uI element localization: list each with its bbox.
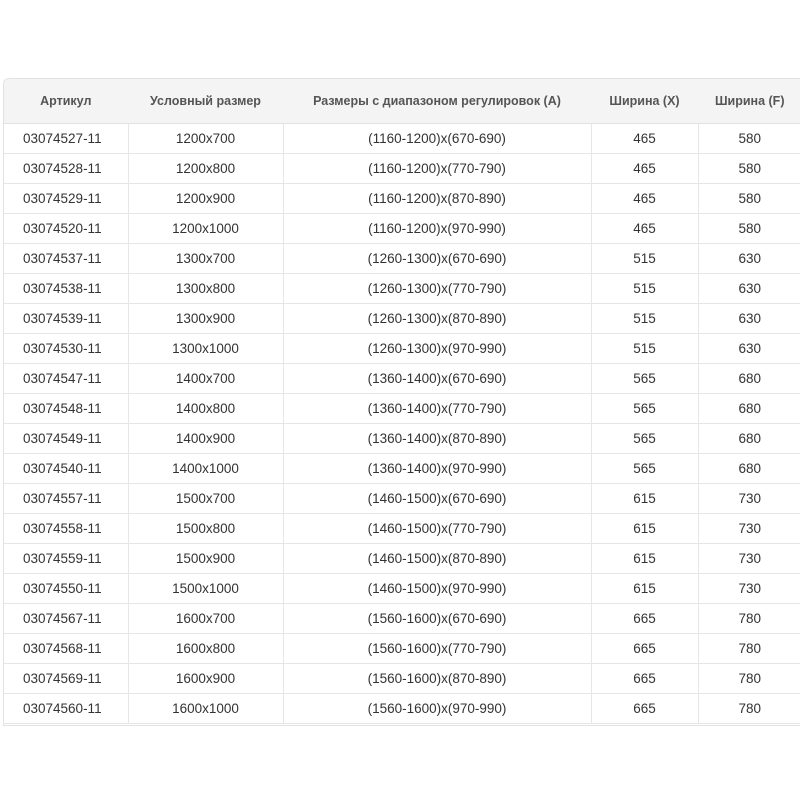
- cell-nominal-size: 1300x1000: [128, 334, 283, 364]
- cell-article: 03074567-11: [4, 604, 128, 634]
- cell-width-x: 465: [591, 154, 698, 184]
- cell-article: 03074548-11: [4, 394, 128, 424]
- cell-nominal-size: 1500x1000: [128, 574, 283, 604]
- table-row: [4, 124, 800, 154]
- header-article: Артикул: [4, 79, 128, 124]
- cell-article: 03074529-11: [4, 184, 128, 214]
- cell-nominal-size: 1500x800: [128, 514, 283, 544]
- cell-adjustment-range: (1560-1600)x(870-890): [283, 664, 591, 694]
- cell-adjustment-range: (1460-1500)x(870-890): [283, 544, 591, 574]
- cell-adjustment-range: (1560-1600)x(970-990): [283, 694, 591, 724]
- cell-article: 03074557-11: [4, 484, 128, 514]
- header-width-f: Ширина (F): [698, 79, 800, 124]
- cell-width-x: 565: [591, 424, 698, 454]
- table-row: [4, 634, 800, 664]
- table-row: [4, 184, 800, 214]
- cell-article: 03074528-11: [4, 154, 128, 184]
- table-row: [4, 244, 800, 274]
- cell-width-x: 615: [591, 484, 698, 514]
- table-row: [4, 364, 800, 394]
- sizes-table: [4, 79, 800, 724]
- cell-article: 03074568-11: [4, 634, 128, 664]
- table-row: [4, 334, 800, 364]
- cell-article: 03074540-11: [4, 454, 128, 484]
- table-row: [4, 394, 800, 424]
- cell-width-f: 730: [698, 514, 800, 544]
- cell-width-f: 580: [698, 154, 800, 184]
- cell-width-x: 615: [591, 574, 698, 604]
- cell-article: 03074559-11: [4, 544, 128, 574]
- cell-width-f: 630: [698, 244, 800, 274]
- cell-nominal-size: 1500x900: [128, 544, 283, 574]
- cell-adjustment-range: (1160-1200)x(670-690): [283, 124, 591, 154]
- cell-width-x: 665: [591, 694, 698, 724]
- cell-nominal-size: 1400x1000: [128, 454, 283, 484]
- cell-adjustment-range: (1460-1500)x(970-990): [283, 574, 591, 604]
- table-header-row: [4, 79, 800, 124]
- cell-width-f: 680: [698, 394, 800, 424]
- cell-width-x: 665: [591, 634, 698, 664]
- cell-width-f: 580: [698, 124, 800, 154]
- table-row: [4, 214, 800, 244]
- cell-width-f: 580: [698, 184, 800, 214]
- cell-width-f: 680: [698, 424, 800, 454]
- cell-width-x: 515: [591, 274, 698, 304]
- cell-article: 03074550-11: [4, 574, 128, 604]
- cell-nominal-size: 1600x700: [128, 604, 283, 634]
- cell-width-f: 730: [698, 484, 800, 514]
- cell-width-x: 465: [591, 184, 698, 214]
- cell-width-x: 465: [591, 124, 698, 154]
- table-row: [4, 514, 800, 544]
- cell-nominal-size: 1200x1000: [128, 214, 283, 244]
- cell-width-x: 465: [591, 214, 698, 244]
- table-row: [4, 664, 800, 694]
- cell-nominal-size: 1200x800: [128, 154, 283, 184]
- header-adjustment-range: Размеры с диапазоном регулировок (А): [283, 79, 591, 124]
- cell-width-x: 565: [591, 454, 698, 484]
- table-row: [4, 154, 800, 184]
- table-row: [4, 604, 800, 634]
- cell-adjustment-range: (1360-1400)x(970-990): [283, 454, 591, 484]
- cell-width-f: 780: [698, 604, 800, 634]
- cell-width-f: 730: [698, 574, 800, 604]
- cell-width-x: 565: [591, 394, 698, 424]
- cell-nominal-size: 1200x700: [128, 124, 283, 154]
- cell-width-x: 665: [591, 664, 698, 694]
- table-row: [4, 454, 800, 484]
- cell-width-f: 580: [698, 214, 800, 244]
- cell-width-f: 630: [698, 334, 800, 364]
- cell-nominal-size: 1400x700: [128, 364, 283, 394]
- table-row: [4, 544, 800, 574]
- cell-article: 03074560-11: [4, 694, 128, 724]
- table-row: [4, 484, 800, 514]
- cell-width-x: 515: [591, 304, 698, 334]
- cell-width-x: 515: [591, 334, 698, 364]
- cell-width-f: 780: [698, 664, 800, 694]
- cell-width-x: 615: [591, 514, 698, 544]
- cell-article: 03074527-11: [4, 124, 128, 154]
- cell-article: 03074537-11: [4, 244, 128, 274]
- cell-nominal-size: 1600x800: [128, 634, 283, 664]
- cell-width-x: 565: [591, 364, 698, 394]
- cell-width-f: 630: [698, 304, 800, 334]
- cell-adjustment-range: (1560-1600)x(770-790): [283, 634, 591, 664]
- cell-nominal-size: 1300x900: [128, 304, 283, 334]
- header-nominal-size: Условный размер: [128, 79, 283, 124]
- cell-article: 03074520-11: [4, 214, 128, 244]
- table-row: [4, 304, 800, 334]
- header-width-x: Ширина (X): [591, 79, 698, 124]
- cell-adjustment-range: (1460-1500)x(670-690): [283, 484, 591, 514]
- cell-adjustment-range: (1160-1200)x(870-890): [283, 184, 591, 214]
- cell-width-x: 515: [591, 244, 698, 274]
- cell-adjustment-range: (1260-1300)x(770-790): [283, 274, 591, 304]
- cell-nominal-size: 1200x900: [128, 184, 283, 214]
- table-row: [4, 424, 800, 454]
- cell-adjustment-range: (1360-1400)x(870-890): [283, 424, 591, 454]
- cell-adjustment-range: (1360-1400)x(770-790): [283, 394, 591, 424]
- cell-nominal-size: 1300x700: [128, 244, 283, 274]
- cell-nominal-size: 1300x800: [128, 274, 283, 304]
- cell-width-f: 780: [698, 634, 800, 664]
- table-row: [4, 574, 800, 604]
- cell-adjustment-range: (1260-1300)x(670-690): [283, 244, 591, 274]
- cell-adjustment-range: (1360-1400)x(670-690): [283, 364, 591, 394]
- table-header: [4, 79, 800, 124]
- cell-nominal-size: 1400x900: [128, 424, 283, 454]
- cell-nominal-size: 1600x1000: [128, 694, 283, 724]
- cell-adjustment-range: (1460-1500)x(770-790): [283, 514, 591, 544]
- table-row: [4, 274, 800, 304]
- cell-article: 03074538-11: [4, 274, 128, 304]
- cell-article: 03074569-11: [4, 664, 128, 694]
- cell-width-x: 665: [591, 604, 698, 634]
- cell-adjustment-range: (1260-1300)x(870-890): [283, 304, 591, 334]
- cell-article: 03074530-11: [4, 334, 128, 364]
- cell-adjustment-range: (1260-1300)x(970-990): [283, 334, 591, 364]
- table-body: [4, 124, 800, 724]
- cell-nominal-size: 1600x900: [128, 664, 283, 694]
- table-row: [4, 694, 800, 724]
- sizes-table-container: [3, 78, 800, 726]
- cell-adjustment-range: (1160-1200)x(770-790): [283, 154, 591, 184]
- cell-adjustment-range: (1160-1200)x(970-990): [283, 214, 591, 244]
- cell-article: 03074547-11: [4, 364, 128, 394]
- cell-width-f: 730: [698, 544, 800, 574]
- cell-nominal-size: 1400x800: [128, 394, 283, 424]
- cell-width-x: 615: [591, 544, 698, 574]
- cell-width-f: 630: [698, 274, 800, 304]
- cell-adjustment-range: (1560-1600)x(670-690): [283, 604, 591, 634]
- cell-article: 03074539-11: [4, 304, 128, 334]
- cell-width-f: 680: [698, 364, 800, 394]
- cell-width-f: 780: [698, 694, 800, 724]
- cell-article: 03074549-11: [4, 424, 128, 454]
- cell-nominal-size: 1500x700: [128, 484, 283, 514]
- cell-article: 03074558-11: [4, 514, 128, 544]
- cell-width-f: 680: [698, 454, 800, 484]
